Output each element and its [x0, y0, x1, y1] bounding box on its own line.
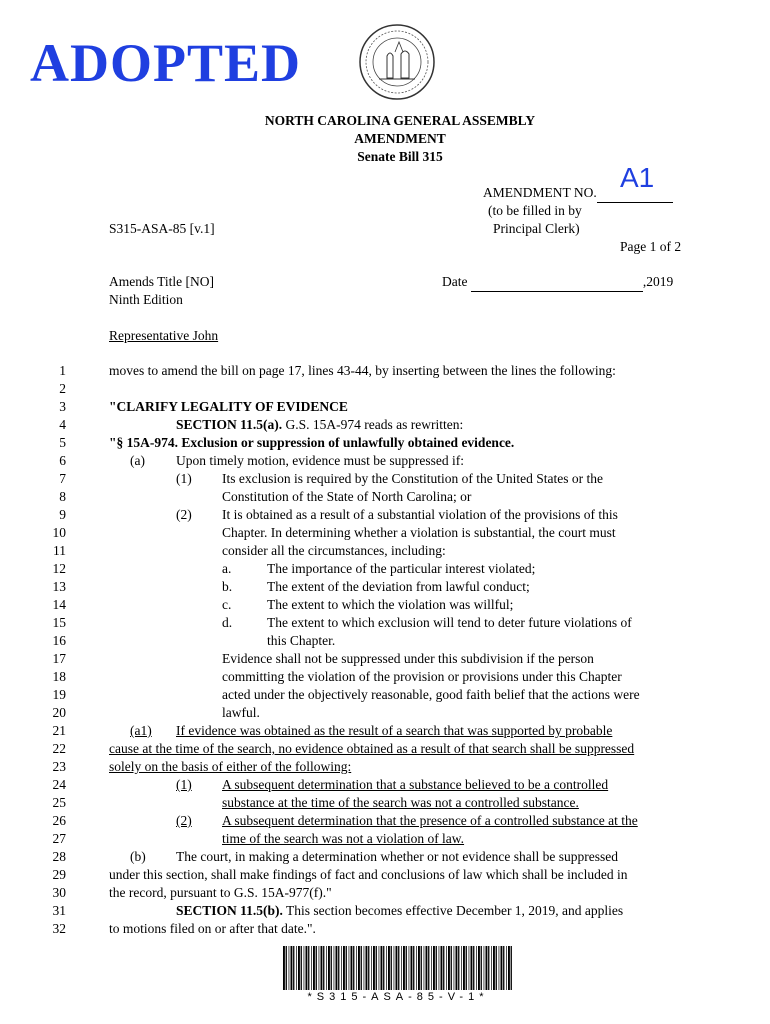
body-line-12b: The importance of the particular interest violated; — [267, 561, 536, 576]
document-id: S315-ASA-85 [v.1] — [109, 221, 215, 236]
body-line-25: substance at the time of the search was not a controlled substance. — [222, 795, 579, 810]
line-number: 22 — [52, 741, 66, 756]
line-number: 6 — [59, 453, 66, 468]
body-line-30: the record, pursuant to G.S. 15A-977(f)." — [109, 885, 332, 900]
line-number: 11 — [53, 543, 66, 558]
amendment-heading: AMENDMENT — [354, 131, 446, 146]
page-number: Page 1 of 2 — [620, 239, 682, 254]
sponsor: Representative John — [109, 328, 219, 343]
edition: Ninth Edition — [109, 292, 183, 307]
line-number: 12 — [52, 561, 66, 576]
body-line-7b: Its exclusion is required by the Constitution of the United States or the — [222, 471, 603, 486]
line-number: 13 — [52, 579, 66, 594]
line-number: 23 — [52, 759, 66, 774]
body-line-15b: The extent to which exclusion will tend to deter future violations of — [267, 615, 632, 630]
filled-by-line2: Principal Clerk) — [493, 221, 580, 236]
amendment-no-label: AMENDMENT NO. — [483, 184, 673, 203]
line-number: 17 — [52, 651, 66, 666]
body-line-7a: (1) — [176, 471, 192, 486]
body-line-24b: A subsequent determination that a substance believed to be a controlled — [222, 777, 609, 792]
body-line-1: moves to amend the bill on page 17, lines 43-44, by inserting between the lines the following: — [109, 363, 616, 378]
line-number: 4 — [59, 417, 66, 432]
body-line-19: acted under the objectively reasonable, good faith belief that the actions were — [222, 687, 640, 702]
line-number: 1 — [59, 363, 66, 378]
line-number: 15 — [52, 615, 66, 630]
body-line-12a: a. — [222, 561, 232, 576]
body-line-5: "§ 15A-974. Exclusion or suppression of unlawfully obtained evidence. — [109, 435, 515, 450]
line-number: 20 — [52, 705, 66, 720]
line-number: 25 — [52, 795, 66, 810]
line-number: 32 — [52, 921, 66, 936]
barcode-text: *S315-ASA-85-V-1* — [307, 991, 489, 1003]
body-line-17: Evidence shall not be suppressed under this subdivision if the person — [222, 651, 594, 666]
body-line-16: this Chapter. — [267, 633, 336, 648]
body-line-26a: (2) — [176, 813, 192, 828]
body-line-29: under this section, shall make findings of fact and conclusions of law which shall be included in — [109, 867, 628, 882]
line-number: 19 — [52, 687, 66, 702]
body-line-14b: The extent to which the violation was willful; — [267, 597, 514, 612]
body-line-20: lawful. — [222, 705, 260, 720]
body-line-22: cause at the time of the search, no evidence obtained as a result of that search shall be suppressed — [109, 741, 635, 756]
filled-by-line1: (to be filled in by — [488, 203, 582, 218]
line-number: 21 — [52, 723, 66, 738]
body-line-15a: d. — [222, 615, 233, 630]
line-number: 14 — [52, 597, 66, 612]
body-line-23: solely on the basis of either of the following: — [109, 759, 352, 774]
bill-heading: Senate Bill 315 — [357, 149, 443, 164]
body-line-13a: b. — [222, 579, 233, 594]
line-number: 3 — [59, 399, 66, 414]
line-number: 7 — [59, 471, 66, 486]
body-line-6a: (a) — [130, 453, 145, 468]
line-number: 9 — [59, 507, 66, 522]
body-line-27: time of the search was not a violation of law. — [222, 831, 465, 846]
line-number: 10 — [52, 525, 66, 540]
body-line-4: SECTION 11.5(a). G.S. 15A-974 reads as rewritten: — [176, 417, 464, 432]
line-number: 5 — [59, 435, 66, 450]
line-number: 31 — [52, 903, 66, 918]
body-line-21a: (a1) — [130, 723, 152, 738]
state-seal-icon — [357, 22, 437, 102]
body-line-10: Chapter. In determining whether a violation is substantial, the court must — [222, 525, 616, 540]
line-number: 24 — [52, 777, 66, 792]
barcode-image — [283, 946, 513, 990]
body-line-3: "CLARIFY LEGALITY OF EVIDENCE — [109, 399, 348, 414]
body-line-32: to motions filed on or after that date.". — [109, 921, 316, 936]
body-line-9a: (2) — [176, 507, 192, 522]
body-line-21b: If evidence was obtained as the result of a search that was supported by probable — [176, 723, 613, 738]
adopted-stamp: ADOPTED — [30, 33, 302, 93]
line-number: 16 — [52, 633, 66, 648]
amendment-no-value: A1 — [620, 162, 655, 193]
body-line-9b: It is obtained as a result of a substantial violation of the provisions of this — [222, 507, 618, 522]
line-number: 18 — [52, 669, 66, 684]
body-line-13b: The extent of the deviation from lawful conduct; — [267, 579, 530, 594]
amends-title: Amends Title [NO] — [109, 274, 215, 289]
line-number: 8 — [59, 489, 66, 504]
line-number: 26 — [52, 813, 66, 828]
body-line-24a: (1) — [176, 777, 192, 792]
line-number: 28 — [52, 849, 66, 864]
body-line-28a: (b) — [130, 849, 146, 864]
body-line-8: Constitution of the State of North Carolina; or — [222, 489, 472, 504]
body-line-18: committing the violation of the provision or provisions under this Chapter — [222, 669, 622, 684]
body-line-28b: The court, in making a determination whether or not evidence shall be suppressed — [176, 849, 618, 864]
body-line-31: SECTION 11.5(b). This section becomes effective December 1, 2019, and applies — [176, 903, 624, 918]
body-line-6b: Upon timely motion, evidence must be suppressed if: — [176, 453, 464, 468]
line-number: 29 — [52, 867, 66, 882]
date-field: Date ,2019 — [442, 273, 673, 292]
body-line-14a: c. — [222, 597, 232, 612]
line-number: 30 — [52, 885, 66, 900]
line-number: 27 — [52, 831, 66, 846]
body-line-11: consider all the circumstances, including: — [222, 543, 446, 558]
line-number: 2 — [59, 381, 66, 396]
assembly-heading: NORTH CAROLINA GENERAL ASSEMBLY — [264, 113, 536, 128]
body-line-26b: A subsequent determination that the presence of a controlled substance at the — [222, 813, 638, 828]
